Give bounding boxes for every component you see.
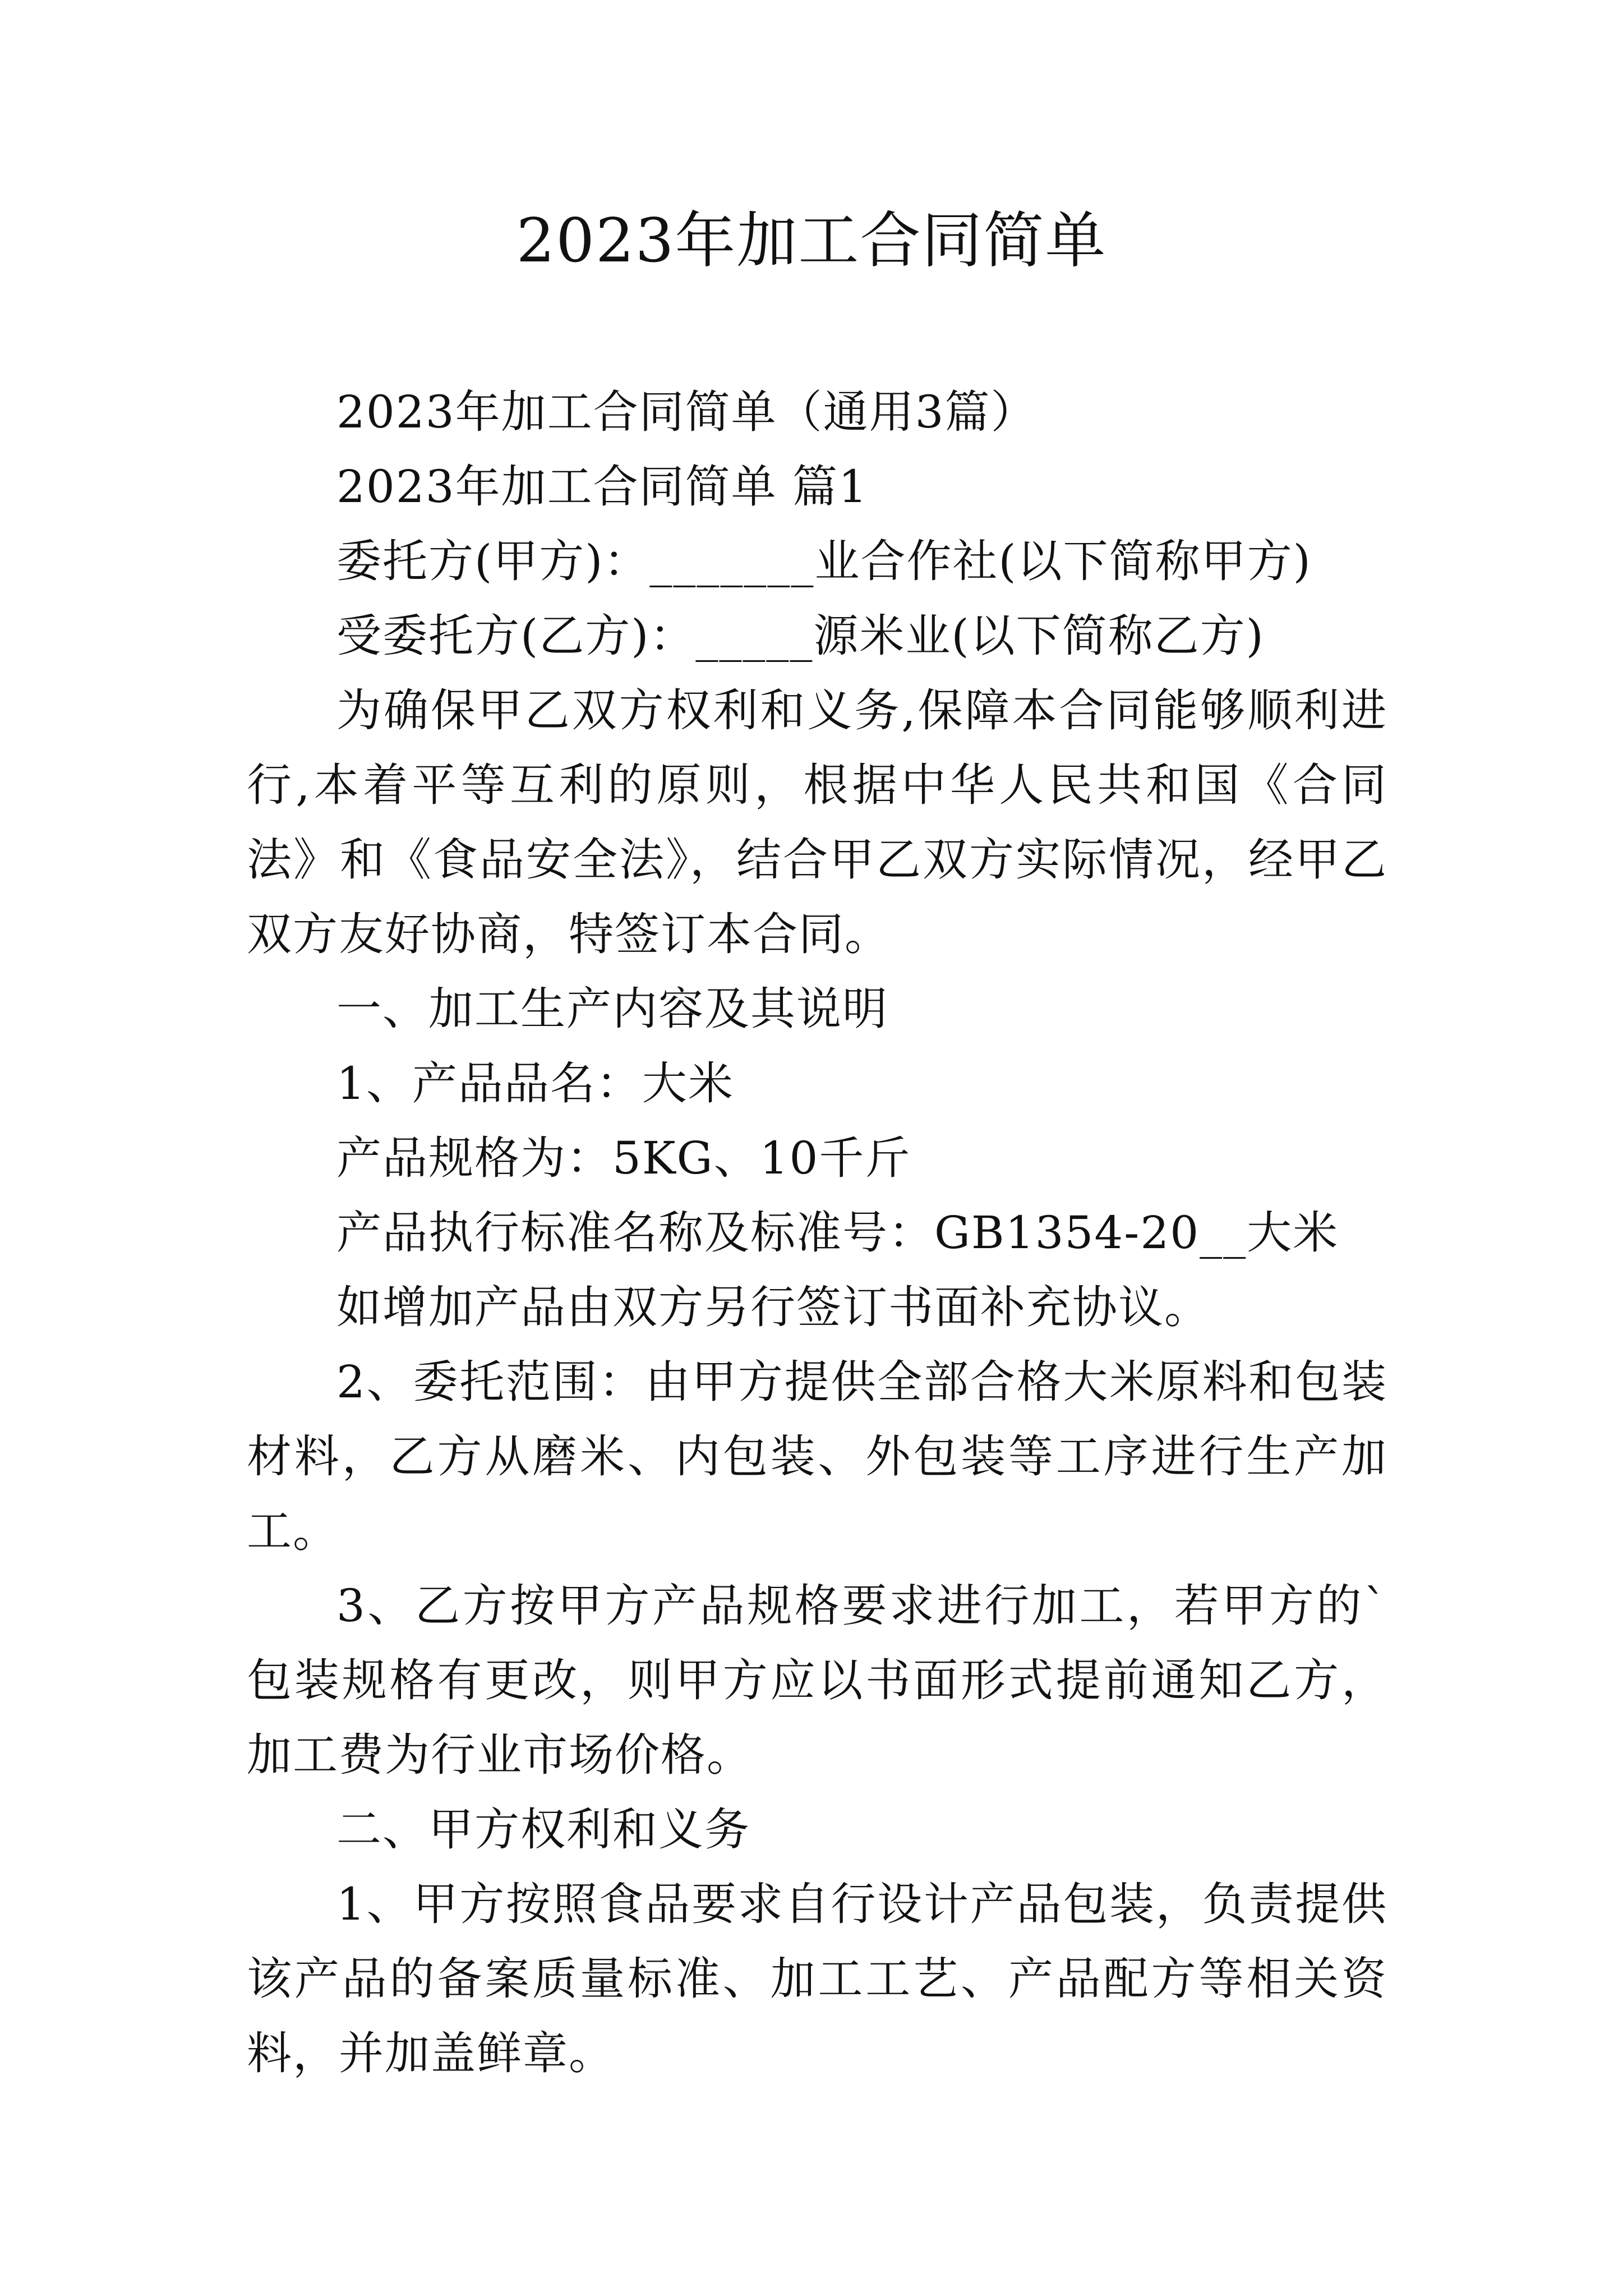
paragraph-section-heading: 2023年加工合同简单 篇1 bbox=[336, 461, 868, 513]
paragraph-clause-heading-2: 二、甲方权利和义务 bbox=[336, 1803, 750, 1856]
paragraph-party-b: 受委托方(乙方)：_____源米业(以下简称乙方) bbox=[336, 610, 1265, 662]
paragraph-processing-spec: 3、乙方按甲方产品规格要求进行加工，若甲方的`包装规格有更改，则甲方应以书面形式提前通知乙方，加工费为行业市场价格。 bbox=[247, 1580, 1387, 1781]
paragraph-party-a-duty-1: 1、甲方按照食品要求自行设计产品包装，负责提供该产品的备案质量标准、加工工艺、产品配方等相关资料，并加盖鲜章。 bbox=[247, 1878, 1387, 2079]
document-body bbox=[247, 375, 1387, 2091]
paragraph-subtitle: 2023年加工合同简单（通用3篇） bbox=[336, 386, 1037, 438]
paragraph-additional-products: 如增加产品由双方另行签订书面补充协议。 bbox=[336, 1281, 1210, 1333]
paragraph-clause-heading-1: 一、加工生产内容及其说明 bbox=[336, 983, 888, 1035]
paragraph-scope: 2、委托范围：由甲方提供全部合格大米原料和包装材料，乙方从磨米、内包装、外包装等工序进行生产加工。 bbox=[247, 1356, 1387, 1557]
paragraph-party-a: 委托方(甲方)：_______业合作社(以下简称甲方) bbox=[336, 535, 1312, 587]
document-title: 2023年加工合同简单 bbox=[516, 206, 1107, 276]
paragraph-product-standard: 产品执行标准名称及标准号：GB1354-20__大米 bbox=[336, 1207, 1339, 1259]
paragraph-preamble: 为确保甲乙双方权利和义务,保障本合同能够顺利进行,本着平等互利的原则，根据中华人民共和国《合同法》和《食品安全法》，结合甲乙双方实际情况，经甲乙双方友好协商，特签订本合同。 bbox=[247, 684, 1387, 960]
paragraph-product-spec: 产品规格为：5KG、10千斤 bbox=[336, 1132, 911, 1184]
paragraph-product-name: 1、产品品名：大米 bbox=[336, 1057, 734, 1110]
